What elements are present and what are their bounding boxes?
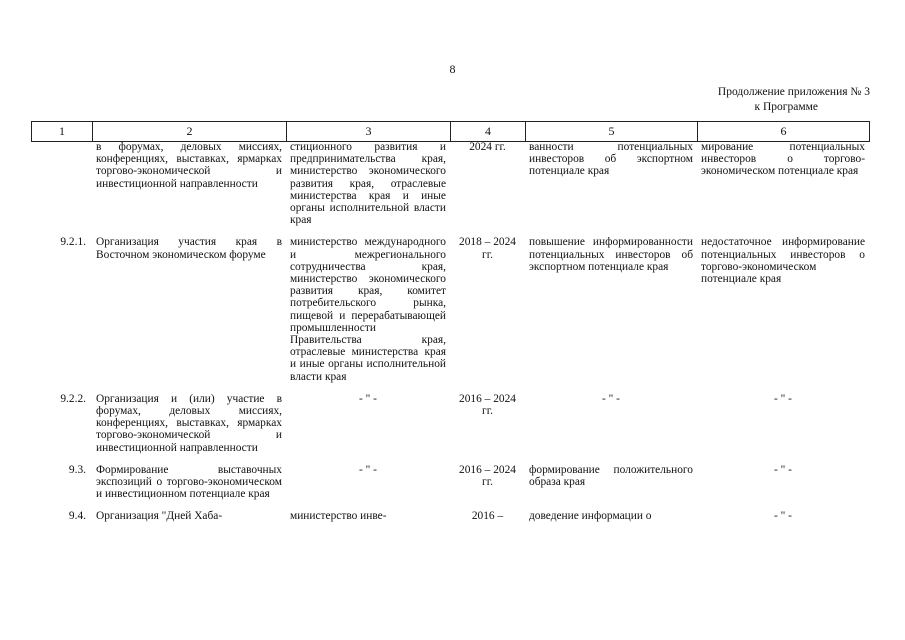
activity-cell: Формирование выставочных экспозиций о торгово-экономическом и инвестиционном потенциале края: [96, 463, 282, 501]
consequence-cell: - " -: [774, 392, 792, 405]
executor-cell: стиционного развития и предпринимательства края, министерство экономического развития края, отраслевые министерства края и иные органы исполнительной власти края: [290, 141, 446, 227]
column-header-5: 5: [526, 122, 698, 142]
activity-cell: в форумах, деловых миссиях, конференциях, выставках, ярмарках торгово-экономической и инвестиционной направленности: [96, 141, 282, 190]
column-header-2: 2: [93, 122, 287, 142]
row-number: [31, 141, 92, 236]
activity-cell: Организация "Дней Хаба-: [96, 510, 223, 523]
table-row: [31, 236, 869, 392]
appendix-line-2: к Программе: [754, 101, 818, 113]
row-number: 9.2.2.: [60, 392, 86, 405]
table-row: [31, 464, 869, 511]
column-header-table: [31, 121, 870, 142]
result-cell: ванности потенциальных инвесторов об экспортном потенциале края: [529, 141, 693, 178]
result-cell: доведение информации о: [529, 510, 652, 523]
term-cell: 2024 гг.: [469, 141, 506, 153]
column-header-1: 1: [32, 122, 93, 142]
term-cell: 2016 – 2024 гг.: [459, 392, 516, 418]
executor-cell: министерство инве-: [290, 510, 387, 523]
executor-cell: министерство международного и межрегионального сотрудничества края, министерство экономического развития края, комитет потребительского рынка, пищевой и перерабатывающей промышленности Правительства края, отраслевые министерства края и иные органы исполнительной власти края: [290, 236, 446, 383]
result-cell: повышение информированности потенциальных инвесторов об экспортном потенциале края: [529, 236, 693, 273]
row-number: 9.3.: [68, 463, 86, 476]
result-cell: формирование положительного образа края: [529, 463, 693, 489]
executor-cell: - " -: [359, 392, 377, 405]
executor-cell: - " -: [359, 463, 377, 476]
term-cell: 2016 –: [471, 510, 504, 523]
table-row: [31, 141, 869, 236]
column-header-row: [32, 122, 870, 142]
consequence-cell: мирование потенциальных инвесторов о торгово-экономическом потенциале края: [701, 141, 865, 178]
column-header-3: 3: [287, 122, 451, 142]
table-row: [31, 393, 869, 464]
result-cell: - " -: [602, 392, 620, 405]
activity-cell: Организация участия края в Восточном экономическом форуме: [96, 236, 282, 261]
consequence-cell: - " -: [774, 510, 792, 523]
table-row: [31, 510, 869, 522]
term-cell: 2016 – 2024 гг.: [459, 463, 516, 489]
column-header-6: 6: [698, 122, 870, 142]
column-header-4: 4: [451, 122, 526, 142]
consequence-cell: недостаточное информирование потенциальных инвесторов о торгово-экономическом потенциале края: [701, 236, 865, 286]
appendix-line-1: Продолжение приложения № 3: [717, 86, 870, 98]
page-number: 8: [449, 62, 456, 76]
term-cell: 2018 – 2024 гг.: [459, 236, 516, 261]
program-table: [31, 141, 869, 523]
appendix-header: [640, 85, 870, 115]
consequence-cell: - " -: [774, 463, 792, 476]
row-number: 9.4.: [68, 510, 86, 523]
activity-cell: Организация и (или) участие в форумах, деловых миссиях, конференциях, выставках, ярмарках торгово-экономической и инвестиционной направленности: [96, 392, 282, 454]
row-number: 9.2.1.: [60, 236, 86, 249]
